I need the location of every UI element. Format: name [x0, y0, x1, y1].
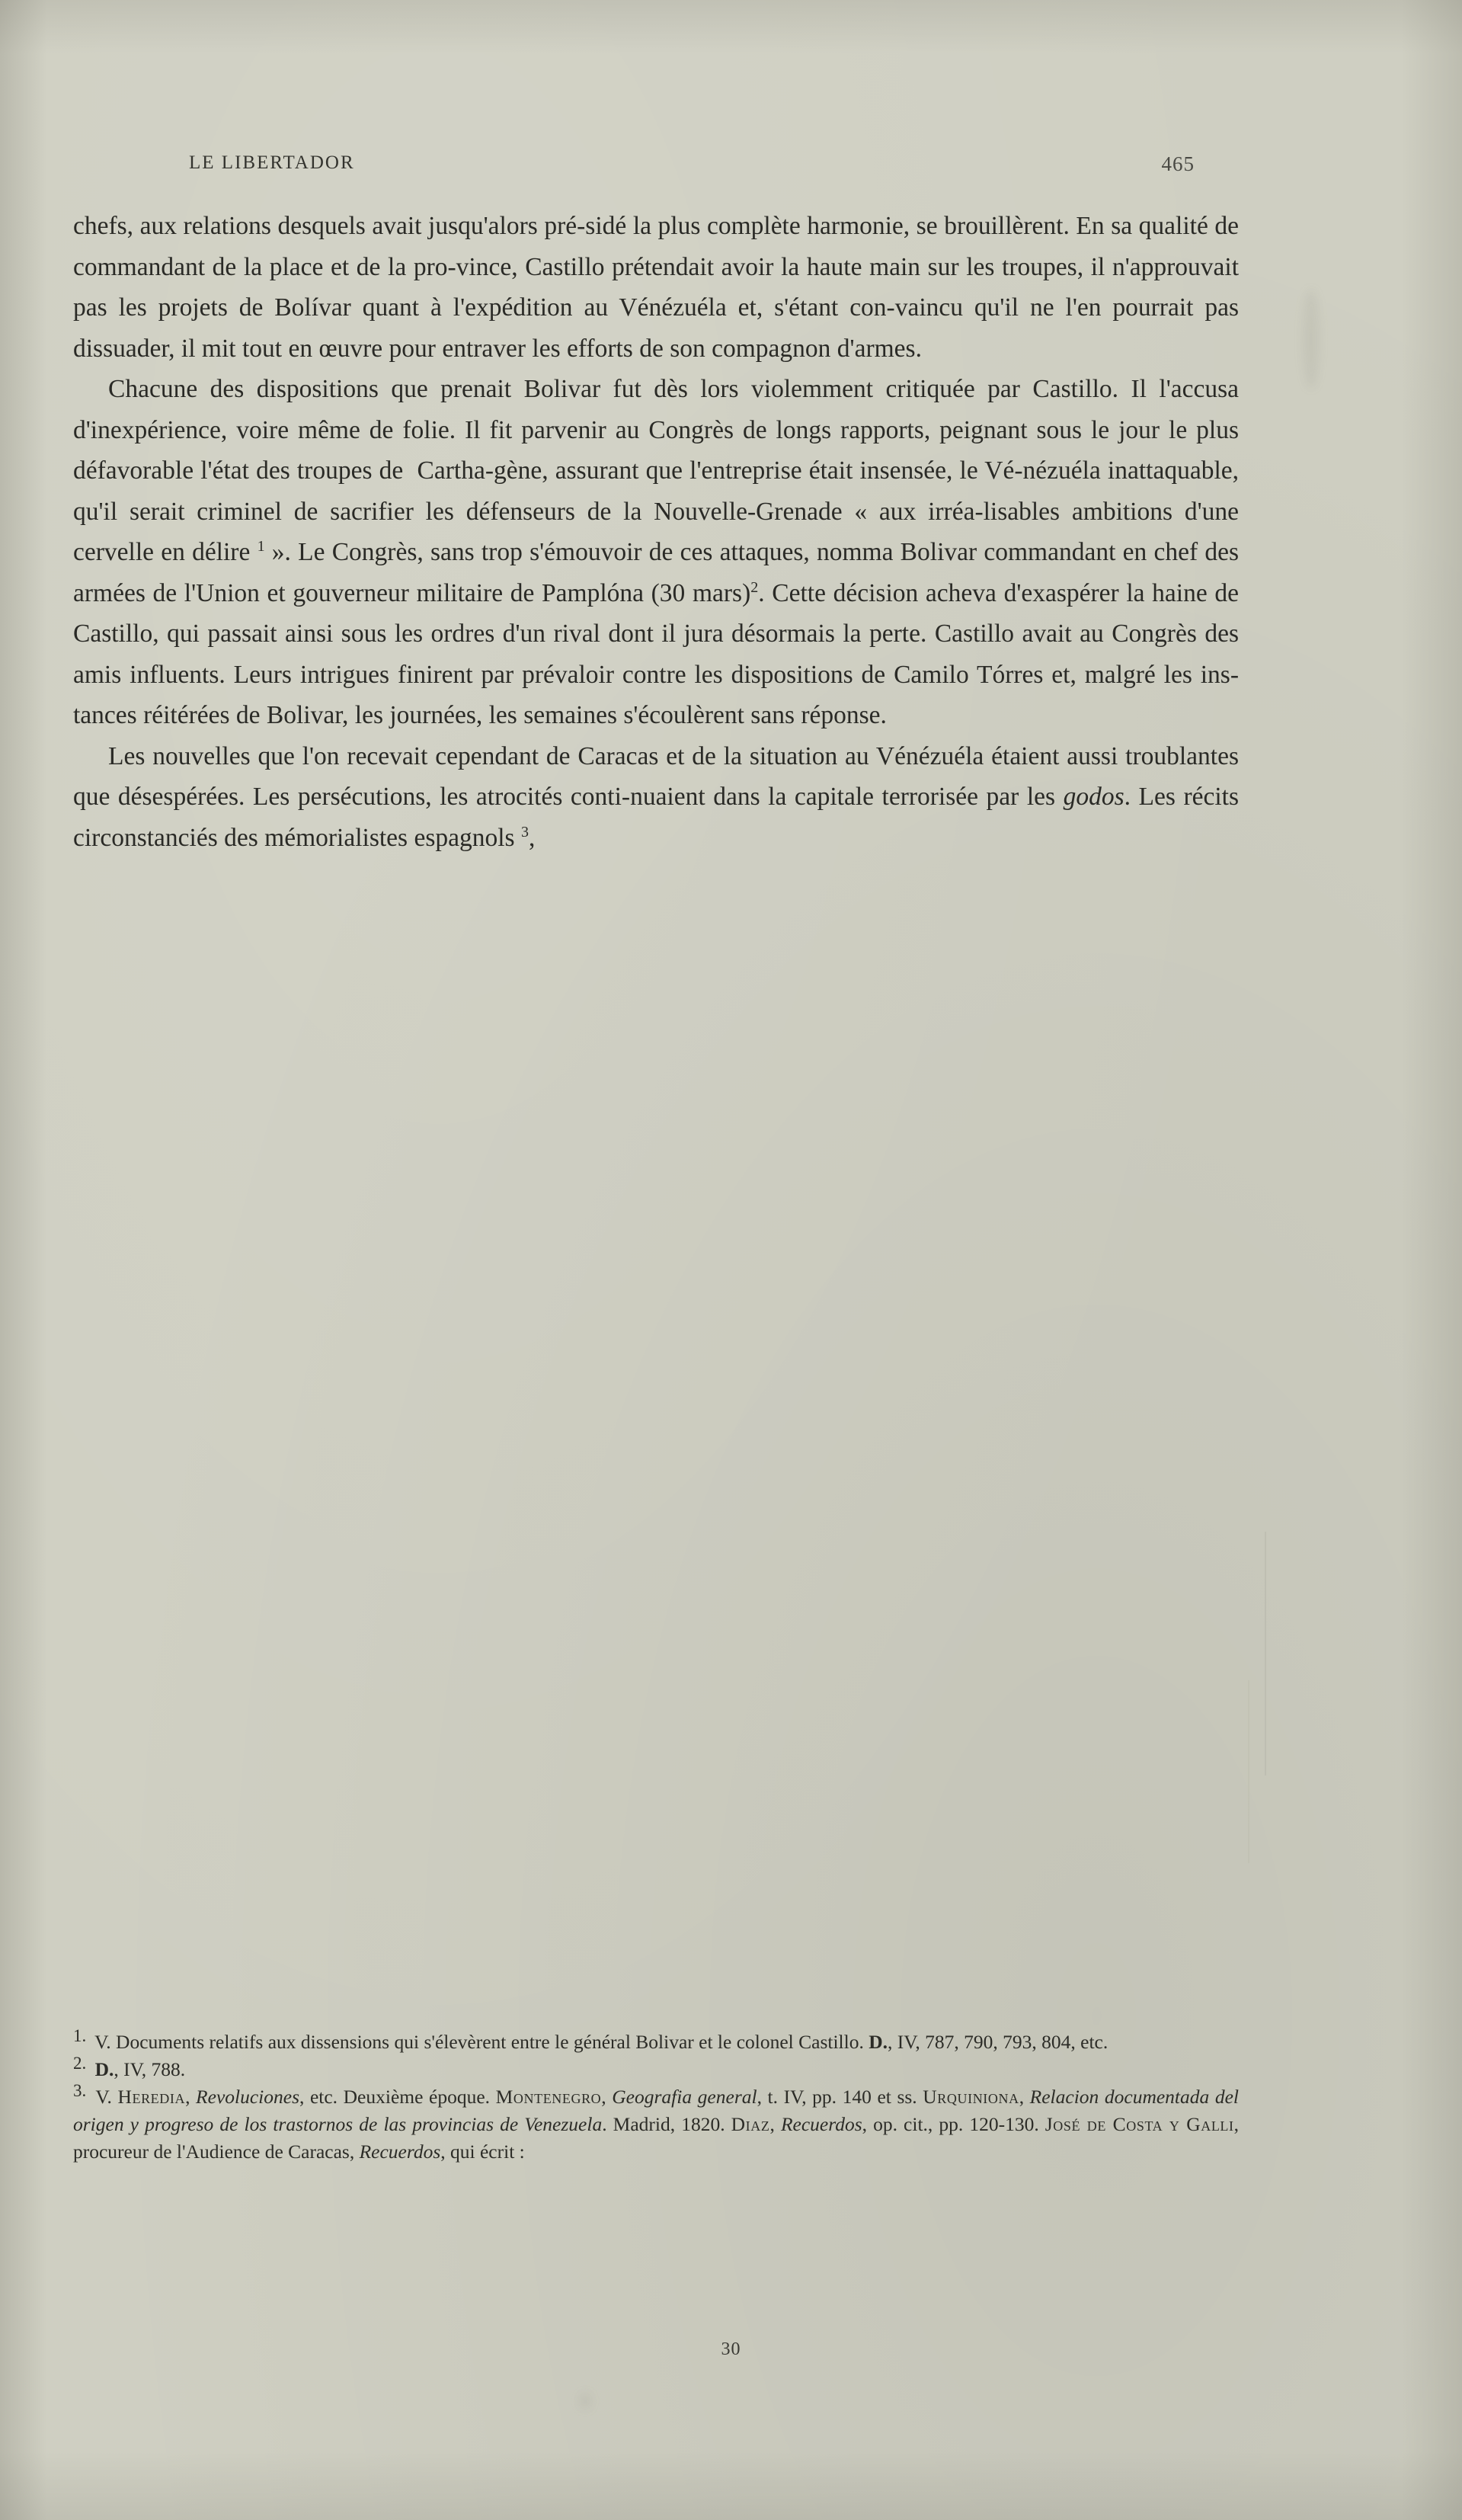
italic-term: godos: [1063, 783, 1124, 811]
footnote-marker-1: 1: [257, 537, 265, 555]
paragraph-3: Les nouvelles que l'on recevait cependant de Caracas et de la situation au Vénézuéla étaient aussi troublantes que désespérées. Les persécutions, les atrocités conti-nuaient dans la capitale terrorisée par les godos. Les récits circonstanciés des mémorialistes espagnols $^3$,: [73, 741, 1239, 852]
main-text: [73, 206, 1239, 858]
page-number: 465: [1161, 152, 1195, 175]
footnote-marker-2: 2: [750, 578, 759, 596]
running-head: [73, 152, 1239, 186]
footnote-marker-3: 3: [520, 823, 529, 841]
paragraph-1: chefs, aux relations desquels avait jusqu'alors pré-sidé la plus complète harmonie, se brouillèrent. En sa qualité de commandant de la place et de la pro-vince, Castillo prétendait avoir la haute main sur les troupes, il n'approuvait pas les projets de Bolívar quant à l'expédition au Vénézuéla et, s'étant con-vaincu qu'il ne l'en pourrait pas dissuader, il mit tout en œuvre pour entraver les efforts de son compagnon d'armes.: [73, 212, 1239, 363]
footnote-2-number: 2.: [73, 2053, 87, 2073]
footnote-3: 3. V. Heredia, Revoluciones, etc. Deuxième époque. Montenegro, Geografia general, t. IV, pp. 140 et ss. Urquiniona, Relacion documentada del origen y progreso de los trastornos de las provincias de Venezuela. Madrid, 1820. Diaz, Recuerdos, op. cit., pp. 120-130. José de Costa y Galli, procureur de l'Audience de Caracas, Recuerdos, qui écrit :: [73, 2080, 1240, 2163]
footnote-2: 2. D., IV, 788.: [73, 2053, 186, 2080]
footnotes: [73, 2025, 1240, 2166]
footnote-1-number: 1.: [73, 2025, 87, 2045]
footnote-1: 1. V. Documents relatifs aux dissensions qui s'élevèrent entre le général Bolivar et le colonel Castillo. D., IV, 787, 790, 793, 804, etc.: [73, 2025, 1108, 2053]
footnote-3-number: 3.: [73, 2080, 87, 2100]
signature-mark: 30: [721, 2339, 741, 2359]
paragraph-2: Chacune des dispositions que prenait Bolivar fut dès lors violemment critiquée par Castillo. Il l'accusa d'inexpérience, voire même de folie. Il fit parvenir au Congrès de longs rapports, peignant sous le jour le plus défavorable l'état des troupes de Cartha-gène, assurant que l'entreprise était insensée, le Vé-nézuéla inattaquable, qu'il serait criminel de sacrifier les défenseurs de la Nouvelle-Grenade « aux irréa-lisables ambitions d'une cervelle en délire $^1$ ». Le Congrès, sans trop s'émouvoir de ces attaques, nomma Bolivar commandant en chef des armées de l'Union et gouverneur militaire de Pamplóna (30 mars)$^2$. Cette décision acheva d'exaspérer la haine de Castillo, qui passait ainsi sous les ordres d'un rival dont il jura désormais la perte. Castillo avait au Congrès des amis influents. Leurs intrigues finirent par prévaloir contre les dispositions de Camilo Tórres et, malgré les ins-tances réitérées de Bolivar, les journées, les semaines s'écoulèrent sans réponse.: [73, 375, 1240, 729]
running-head-title: LE LIBERTADOR: [189, 152, 355, 173]
page-body: [73, 152, 1239, 858]
